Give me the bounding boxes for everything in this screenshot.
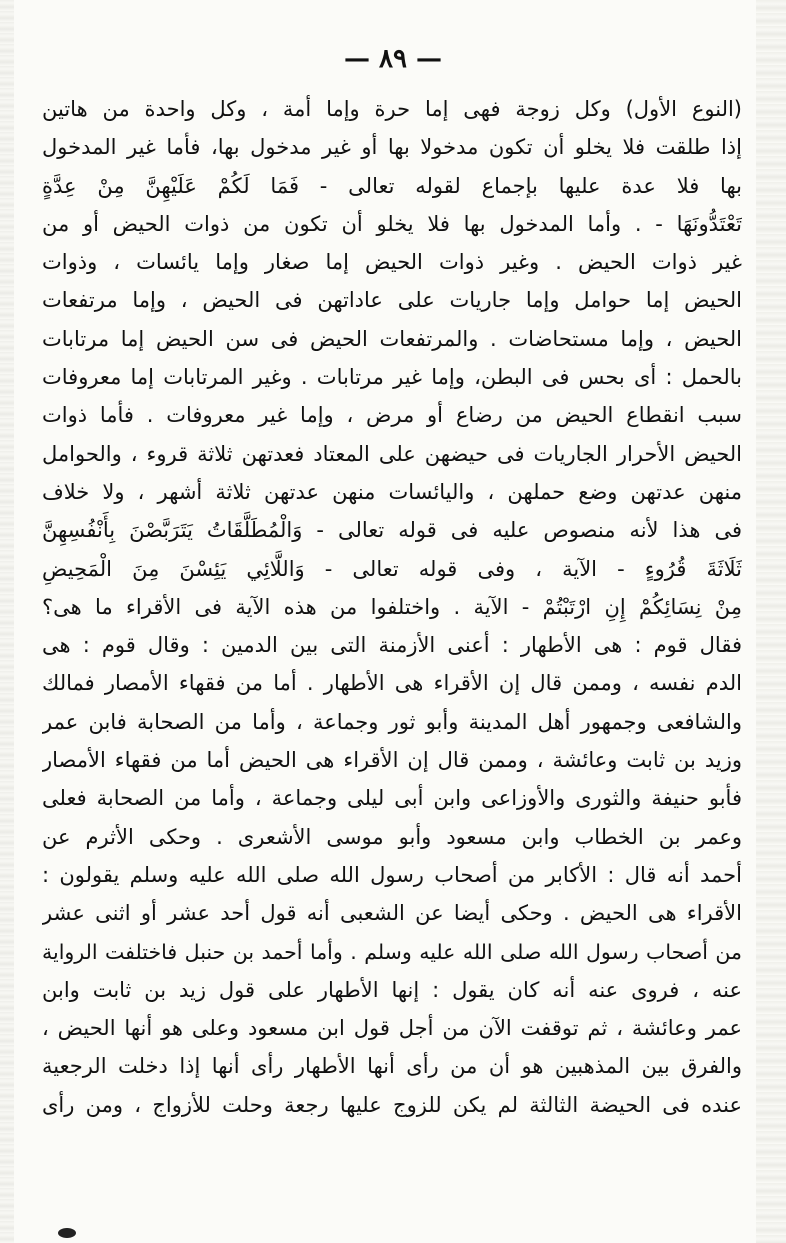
text-line: أحمد أنه قال : الأكابر من أصحاب رسول الله صلى الله عليه وسلم يقولون :	[42, 862, 742, 887]
scan-right-edge	[756, 0, 786, 1243]
text-line: عمر وعائشة ، ثم توقفت الآن من أجل قول ابن مسعود وعلى هو أنها الحيض ،	[42, 1016, 742, 1041]
text-line: والفرق بين المذهبين هو أن من رأى أنها الأطهار رأى أنها إذا دخلت الرجعية	[42, 1054, 742, 1079]
body-text	[42, 90, 742, 1124]
text-line: تَعْتَدُّونَهَا - . وأما المدخول بها فلا يخلو أن تكون من ذوات الحيض أو من	[42, 211, 742, 236]
text-line: الدم نفسه ، وممن قال إن الأقراء هى الأطهار . أما من فقهاء الأمصار فمالك	[42, 671, 742, 696]
text-line: الحيض الأحرار الجاريات فى حيضهن على المعتاد فعدتهن ثلاثة قروء ، والحوامل	[42, 441, 742, 466]
text-line: من أصحاب رسول الله صلى الله عليه وسلم . وأما أحمد بن حنبل فاختلفت الرواية	[42, 939, 742, 964]
page-number: — ٨٩ —	[343, 44, 443, 74]
text-line: بها فلا عدة عليها بإجماع لقوله تعالى - فَمَا لَكُمْ عَلَيْهِنَّ مِنْ عِدَّةٍ	[42, 173, 742, 198]
text-line: الحيض ، وإما مستحاضات . والمرتفعات الحيض فى سن الحيض إما مرتابات	[42, 326, 742, 351]
text-line: بالحمل : أى بحس فى البطن، وإما غير مرتابات . وغير المرتابات إما معروفات	[42, 365, 742, 390]
text-line: مِنْ نِسَائِكُمْ إِنِ ارْتَبْتُمْ - الآية . واختلفوا من هذه الآية فى الأقراء ما هى؟	[42, 594, 742, 619]
text-line: فى هذا لأنه منصوص عليه فى قوله تعالى - وَالْمُطَلَّقَاتُ يَتَرَبَّصْنَ بِأَنْفُسِهِنَّ	[42, 518, 742, 543]
text-line: الأقراء هى الحيض . وحكى أيضا عن الشعبى أنه قول أحد عشر أو اثنى عشر	[42, 901, 742, 926]
text-line: فأبو حنيفة والثورى والأوزاعى وابن أبى ليلى وجماعة ، وأما من الصحابة فعلى	[42, 786, 742, 811]
text-line: سبب انقطاع الحيض من رضاع أو مرض ، وإما غير معروفات . فأما ذوات	[42, 403, 742, 428]
text-line: فقال قوم : هى الأطهار : أعنى الأزمنة التى بين الدمين : وقال قوم : هى	[42, 633, 742, 658]
scan-left-edge	[0, 0, 14, 1243]
text-line: الحيض إما حوامل وإما جاريات على عاداتهن فى الحيض ، وإما مرتفعات	[42, 288, 742, 313]
text-line: منهن عدتهن وضع حملهن ، واليائسات منهن عدتهن ثلاثة أشهر ، ولا خلاف	[42, 479, 742, 504]
text-line: غير ذوات الحيض . وغير ذوات الحيض إما صغار وإما يائسات ، وذوات	[42, 250, 742, 275]
scan-ink-blot	[58, 1228, 76, 1238]
text-line: عنده فى الحيضة الثالثة لم يكن للزوج عليها رجعة وحلت للأزواج ، ومن رأى	[42, 1092, 742, 1117]
text-line: وعمر بن الخطاب وابن مسعود وأبو موسى الأشعرى . وحكى الأثرم عن	[42, 824, 742, 849]
text-line: ثَلَاثَةَ قُرُوءٍ - الآية ، وفى قوله تعالى - وَاللَّائِي يَئِسْنَ مِنَ الْمَحِيضِ	[42, 556, 742, 581]
text-line: إذا طلقت فلا يخلو أن تكون مدخولا بها أو غير مدخول بها، فأما غير المدخول	[42, 135, 742, 160]
text-line: وزيد بن ثابت وعائشة ، وممن قال إن الأقراء هى الحيض أما من فقهاء الأمصار	[42, 748, 742, 773]
text-line: عنه ، فروى عنه أنه كان يقول : إنها الأطهار على قول زيد بن ثابت وابن	[42, 977, 742, 1002]
text-line: والشافعى وجمهور أهل المدينة وأبو ثور وجماعة ، وأما من الصحابة فابن عمر	[42, 709, 742, 734]
text-line: (النوع الأول) وكل زوجة فهى إما حرة وإما أمة ، وكل واحدة من هاتين	[42, 97, 742, 121]
